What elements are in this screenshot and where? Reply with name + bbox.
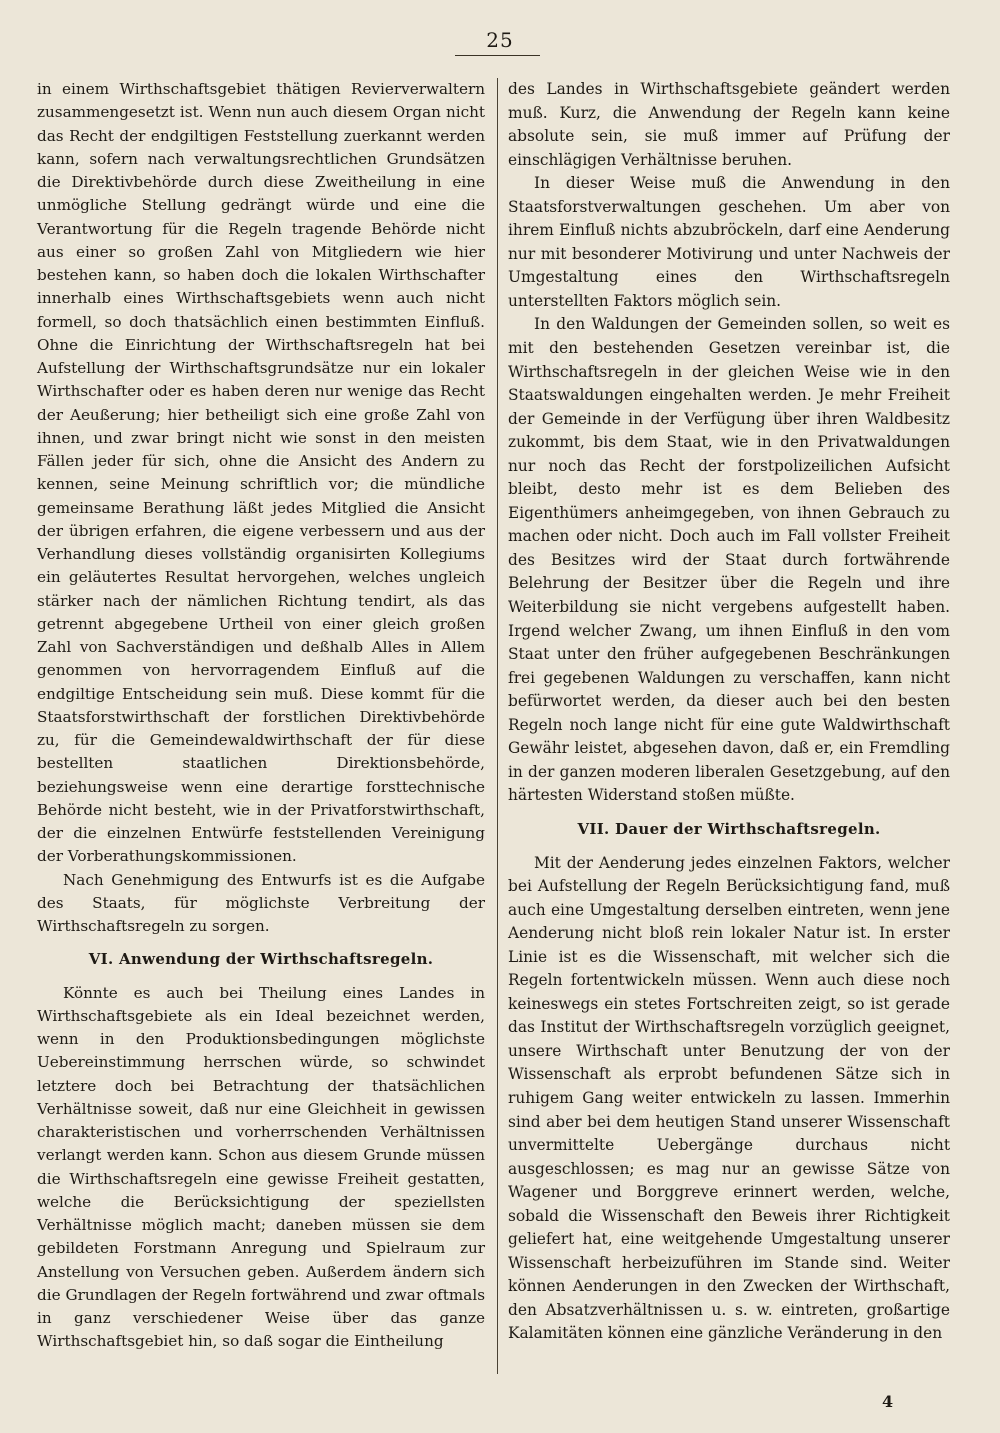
left-paragraph-2: Nach Genehmigung des Entwurfs ist es die Aufgabe des Staats, für möglichste Verbreitung der Wirthschaftsregeln zu sorgen.: [37, 870, 485, 935]
column-divider: [497, 78, 498, 1374]
signature-mark: 4: [882, 1392, 894, 1411]
right-column: [508, 78, 950, 1346]
section-heading-vi: VI. Anwendung der Wirthschaftsregeln.: [88, 950, 434, 969]
left-paragraph-3: Könnte es auch bei Theilung eines Landes in Wirthschaftsgebiete als ein Ideal bezeichnet werden, wenn in den Produktionsbedingungen möglichste Uebereinstimmung herrschen würde, so schwindet letztere doch bei Betrachtung der thatsächlichen Verhältnisse soweit, daß nur eine Gleichheit in gewissen charakteristischen und vorherrschenden Verhältnissen verlangt werden kann. Schon aus diesem Grunde müssen die Wirthschaftsregeln eine gewisse Freiheit gestatten, welche die Berücksichtigung der speziellsten Verhältnisse möglich macht; daneben müssen sie dem gebildeten Forstmann Anregung und Spielraum zur Anstellung von Versuchen geben. Außerdem ändern sich die Grundlagen der Regeln fortwährend und zwar oftmals in ganz verschiedener Weise über das ganze Wirthschaftsgebiet hin, so daß sogar die Eintheilung: [37, 983, 485, 1351]
section-heading-vii: VII. Dauer der Wirthschaftsregeln.: [577, 819, 881, 838]
page-number: 25: [486, 28, 514, 52]
header-rule: [455, 55, 540, 56]
right-paragraph-3: In den Waldungen der Gemeinden sollen, so weit es mit den bestehenden Gesetzen vereinbar ist, die Wirthschaftsregeln in der gleichen Weise wie in den Staatswaldungen eingehalten werden. Je mehr Freiheit der Gemeinde in der Verfügung über ihren Waldbesitz zukommt, bis dem Staat, wie in den Privatwaldungen nur noch das Recht der forstpolizeilichen Aufsicht bleibt, desto mehr ist es dem Belieben des Eigenthümers anheimgegeben, von ihnen Gebrauch zu machen oder nicht. Doch auch im Fall vollster Freiheit des Besitzes wird der Staat durch fortwährende Belehrung der Besitzer über die Regeln und ihre Weiterbildung sie nicht vergebens aufgestellt haben. Irgend welcher Zwang, um ihnen Einfluß in den vom Staat unter den früher aufgegebenen Beschränkungen frei gegebenen Waldungen zu verschaffen, kann nicht befürwortet werden, da dieser auch bei den besten Regeln noch lange nicht für eine gute Waldwirthschaft Gewähr leistet, abgesehen davon, daß er, ein Fremdling in der ganzen moderen liberalen Gesetzgebung, auf den härtesten Widerstand stoßen müßte.: [508, 315, 950, 805]
right-paragraph-1: des Landes in Wirthschaftsgebiete geändert werden muß. Kurz, die Anwendung der Regeln kann keine absolute sein, sie muß immer auf Prüfung der einschlägigen Verhältnisse beruhen.: [508, 80, 950, 169]
left-column: [37, 78, 485, 1354]
right-paragraph-4: Mit der Aenderung jedes einzelnen Faktors, welcher bei Aufstellung der Regeln Berücksichtigung fand, muß auch eine Umgestaltung derselben eintreten, wenn jene Aenderung nicht bloß rein lokaler Natur ist. In erster Linie ist es die Wissenschaft, mit welcher sich die Regeln fortentwickeln müssen. Wenn auch diese noch keineswegs ein stetes Fortschreiten zeigt, so ist gerade das Institut der Wirthschaftsregeln vorzüglich geeignet, unsere Wirthschaft unter Benutzung der von der Wissenschaft als erprobt befundenen Sätze sich in ruhigem Gang weiter entwickeln zu lassen. Immerhin sind aber bei dem heutigen Stand unserer Wissenschaft unvermittelte Uebergänge durchaus nicht ausgeschlossen; es mag nur an gewisse Sätze von Wagener und Borggreve erinnert werden, welche, sobald die Wissenschaft den Beweis ihrer Richtigkeit geliefert hat, eine weitgehende Umgestaltung unserer Wissenschaft herbeizuführen im Stande sind. Weiter können Aenderungen in den Zwecken der Wirthschaft, den Absatzverhältnissen u. s. w. eintreten, großartige Kalamitäten können eine gänzliche Veränderung in den: [508, 853, 950, 1343]
right-paragraph-2: In dieser Weise muß die Anwendung in den Staatsforstverwaltungen geschehen. Um aber von ihrem Einfluß nichts abzubröckeln, darf eine Aenderung nur mit besonderer Motivirung und unter Nachweis der Umgestaltung eines den Wirthschaftsregeln unterstellten Faktors möglich sein.: [508, 174, 950, 310]
left-paragraph-1: in einem Wirthschaftsgebiet thätigen Revierverwaltern zusammengesetzt ist. Wenn nun auch diesem Organ nicht das Recht der endgiltigen Feststellung zuerkannt werden kann, sofern nach verwaltungsrechtlichen Grundsätzen die Direktivbehörde durch diese Zweitheilung in eine unmögliche Stellung gedrängt würde und eine die Verantwortung für die Regeln tragende Behörde nicht aus einer so großen Zahl von Mitgliedern wie hier bestehen kann, so haben doch die lokalen Wirthschafter innerhalb eines Wirthschaftsgebiets wenn auch nicht formell, so doch thatsächlich einen bestimmten Einfluß. Ohne die Einrichtung der Wirthschaftsregeln hat bei Aufstellung der Wirthschaftsgrundsätze nur ein lokaler Wirthschafter oder es haben deren nur wenige das Recht der Aeußerung; hier betheiligt sich eine große Zahl von ihnen, und zwar bringt nicht wie sonst in den meisten Fällen jeder für sich, ohne die Ansicht des Andern zu kennen, seine Meinung schriftlich vor; die mündliche gemeinsame Berathung läßt jedes Mitglied die Ansicht der übrigen erfahren, die eigene verbessern und aus der Verhandlung dieses vollständig organisirten Kollegiums ein geläutertes Resultat hervorgehen, welches ungleich stärker nach der nämlichen Richtung tendirt, als das getrennt abgegebene Urtheil von einer gleich großen Zahl von Sachverständigen und deßhalb Alles in Allem genommen von hervorragendem Einfluß auf die endgiltige Entscheidung sein muß. Diese kommt für die Staatsforstwirthschaft der forstlichen Direktivbehörde zu, für die Gemeindewaldwirthschaft der für diese bestellten staatlichen Direktionsbehörde, beziehungsweise wenn eine derartige forsttechnische Behörde nicht besteht, wie in der Privatforstwirthschaft, der die einzelnen Entwürfe feststellenden Vereinigung der Vorberathungskommissionen.: [37, 80, 485, 866]
